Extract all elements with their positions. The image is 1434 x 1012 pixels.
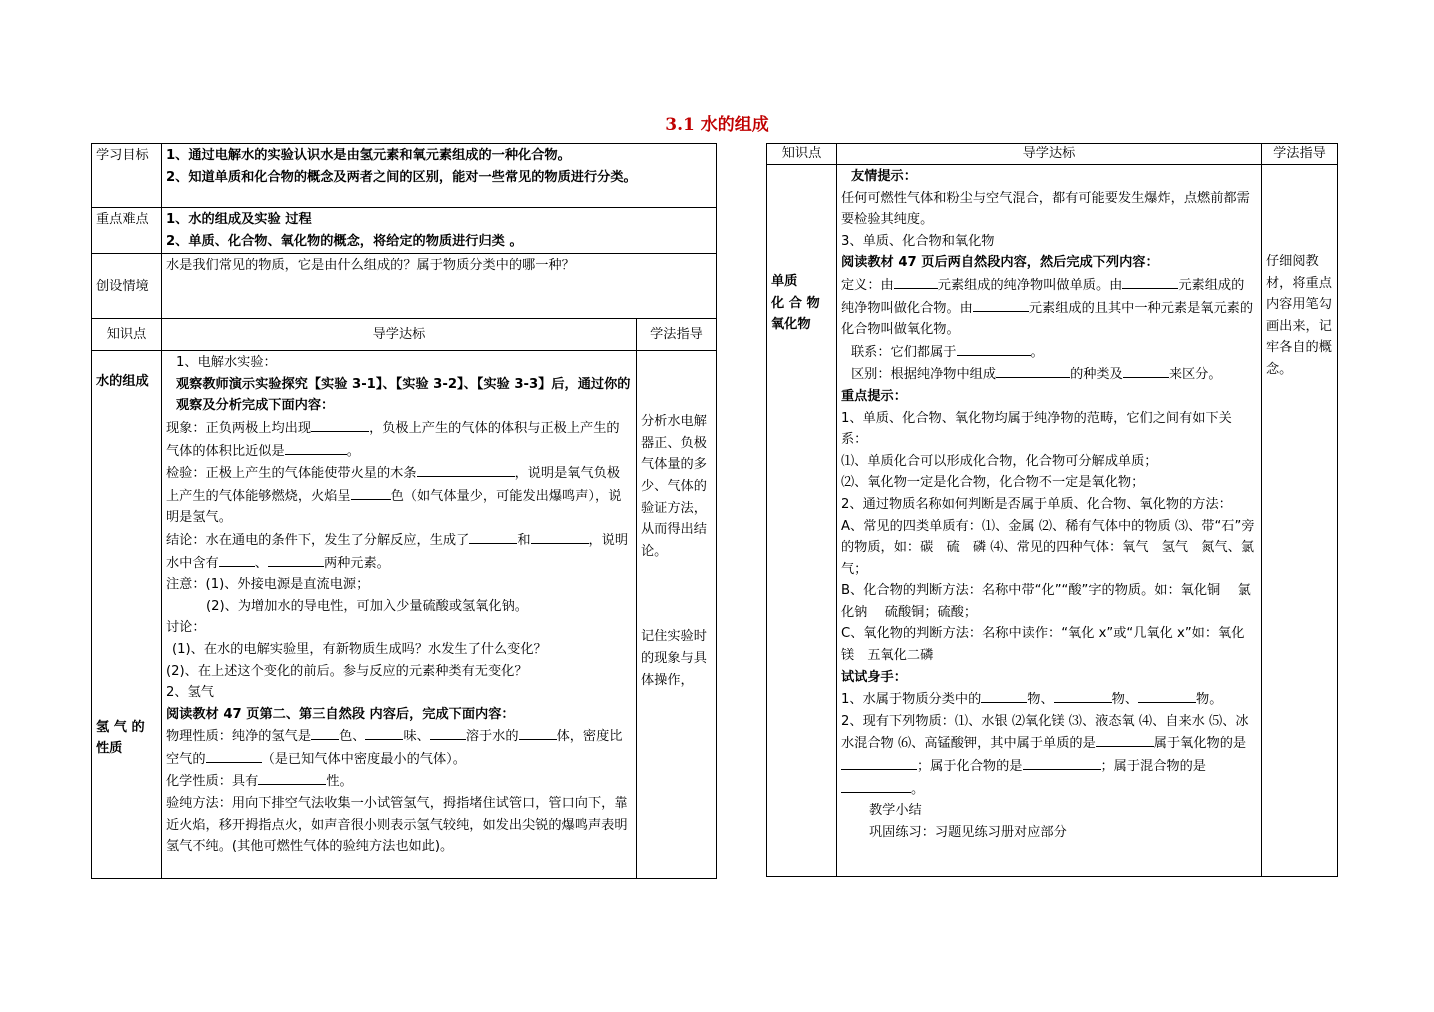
line-phenomenon: 现象：正负两极上均出现 ，负极上产生的气体的体积与正极上产生的气体的体积比近似是 。 [166, 417, 632, 462]
col-header-topic: 知识点 [92, 319, 162, 351]
r-point-2b: B、化合物的判断方法：名称中带“化”“酸”字的物质。如：氧化铜 氯化钠 硫酸铜；硫酸； [841, 583, 1251, 620]
r-difference: 区别：根据纯净物中组成 的种类及 来区分。 [841, 363, 1257, 386]
scene-label: 创设情境 [92, 254, 162, 319]
key-cell [162, 208, 717, 254]
guide-cell [637, 351, 717, 879]
line-purity: 验纯方法：用向下排空气法收集一小试管氢气，拇指堵住试管口，管口向下，靠近火焰，移开拇指点火，如声音很小则表示氢气较纯，如发出尖锐的爆鸣声表明氢气不纯。(其他可燃性气体的验纯方法也如此)。 [166, 796, 628, 855]
line-read: 阅读教材 47 页第二、第三自然段 内容后，完成下面内容： [166, 706, 515, 722]
r-point-1a: ⑴、单质化合可以形成化合物，化合物可分解成单质； [841, 453, 1158, 469]
r-try: 试试身手： [841, 669, 907, 685]
line-observe: 观察教师演示实验探究【实验 3-1】、【实验 3-2】、【实验 3-3】后，通过你的观察及分析完成下面内容： [176, 376, 631, 414]
line-conclusion: 结论：水在通电的条件下，发生了分解反应，生成了 和 ，说明水中含有 、 两种元素。 [166, 529, 632, 574]
guide-2: 记住实验时的现象与具体操作， [641, 629, 707, 688]
line-electrolysis: 1、电解水实验： [176, 355, 277, 371]
line-note-2: (2)、为增加水的导电性，可加入少量硫酸或氢氧化钠。 [206, 598, 528, 614]
r-practice: 巩固练习：习题见练习册对应部分 [869, 824, 1067, 840]
r-point-1b: ⑵、氧化物一定是化合物，化合物不一定是氧化物； [841, 475, 1145, 491]
r-point-1: 1、单质、化合物、氧化物均属于纯净物的范畴，它们之间有如下关系： [841, 410, 1232, 448]
r-topic-cell [767, 165, 837, 877]
line-test: 检验：正极上产生的气体能使带火星的木条 ，说明是氧气负极上产生的气体能够燃烧，火焰呈 色（如气体量少，可能发出爆鸣声），说明是氢气。 [166, 462, 632, 529]
r-guide-cell [1262, 165, 1338, 877]
content-cell [162, 351, 637, 879]
r-read: 阅读教材 47 页后两自然段内容，然后完成下列内容： [841, 255, 1159, 271]
line-hydrogen: 2、氢气 [166, 685, 214, 701]
r-try-2: 2、现有下列物质：⑴、水银 ⑵氧化镁 ⑶、液态氧 ⑷、自来水 ⑸、冰水混合物 ⑹、高锰酸钾，其中属于单质的是 属于氧化物的是；属于化合物的是 ；属于混合物的是。 [841, 713, 1249, 797]
r-tip-text: 任何可燃性气体和粉尘与空气混合，都有可能要发生爆炸，点燃前都需要检验其纯度。 [841, 190, 1250, 228]
topic-water: 水的组成 [96, 374, 149, 390]
line-physical: 物理性质：纯净的氢气是 色、 味、 溶于水的 体，密度比空气的 （是已知气体中密度最小的气体）。 [166, 725, 632, 770]
r-point-2: 2、通过物质名称如何判断是否属于单质、化合物、氧化物的方法： [841, 496, 1232, 512]
goals-cell [162, 144, 717, 208]
topic-cell [92, 351, 162, 879]
r-definition: 定义：由 元素组成的纯净物叫做单质。由 元素组成的纯净物叫做化合物。由 元素组成的且其中一种元素是氧元素的化合物叫做氧化物。 [841, 274, 1257, 341]
r-point-2a: A、常见的四类单质有：⑴、金属 ⑵、稀有气体中的物质 ⑶、带“石”旁的物质，如：碳 硫 磷 ⑷、常见的四种气体：氧气 氢气 氮气、氯气； [841, 518, 1255, 577]
left-table [91, 143, 717, 879]
goals-label: 学习目标 [92, 144, 162, 208]
r-point-2c: C、氧化物的判断方法：名称中读作：“氧化 x”或“几氧化 x”如：氧化镁 五氧化二磷 [841, 626, 1245, 664]
line-chemical: 化学性质：具有 性。 [166, 770, 632, 793]
line-discussion: 讨论： [166, 620, 206, 636]
line-discussion-2: (2)、在上述这个变化的前后。参与反应的元素种类有无变化？ [166, 663, 528, 679]
r-try-1: 1、水属于物质分类中的 物、 物、 物。 [841, 688, 1257, 711]
goal-2: 2、知道单质和化合物的概念及两者之间的区别，能对一些常见的物质进行分类。 [166, 169, 637, 185]
r-col-header-topic: 知识点 [767, 144, 837, 165]
r-guide: 仔细阅教材，将重点内容用笔勾画出来，记牢各自的概念。 [1266, 254, 1332, 377]
line-discussion-1: (1)、在水的电解实验里，有新物质生成吗？水发生了什么变化？ [172, 641, 547, 657]
key-label: 重点难点 [92, 208, 162, 254]
r-col-header-guide: 学法指导 [1262, 144, 1338, 165]
key-1: 1、水的组成及实验 过程 [166, 212, 312, 227]
key-2: 2、单质、化合物、氧化物的概念，将给定的物质进行归类 。 [166, 233, 523, 249]
right-table [766, 143, 1338, 877]
topic-hydrogen: 氢 气 的 性质 [96, 719, 145, 757]
r-content-cell [837, 165, 1262, 877]
r-relation: 联系：它们都属于 。 [841, 341, 1257, 364]
scene-text: 水是我们常见的物质，它是由什么组成的？属于物质分类中的哪一种？ [162, 254, 717, 319]
r-topic-2: 化 合 物 [771, 295, 820, 311]
r-summary: 教学小结 [869, 803, 922, 819]
guide-1: 分析水电解器正、负极气体量的多少、气体的验证方法，从而得出结论。 [641, 414, 707, 559]
r-topic-1: 单质 [771, 274, 798, 289]
col-header-guide: 学法指导 [637, 319, 717, 351]
page-title: 3.1 水的组成 [665, 115, 769, 135]
r-tip: 友情提示： [851, 169, 917, 184]
col-header-content: 导学达标 [162, 319, 637, 351]
r-section-3: 3、单质、化合物和氧化物 [841, 233, 995, 249]
r-col-header-content: 导学达标 [837, 144, 1262, 165]
r-topic-3: 氧化物 [771, 317, 811, 333]
line-note-1: 注意：(1)、外接电源是直流电源； [166, 577, 370, 593]
goal-1: 1、通过电解水的实验认识水是由氢元素和氧元素组成的一种化合物。 [166, 148, 571, 163]
r-key-tip: 重点提示： [841, 388, 907, 404]
